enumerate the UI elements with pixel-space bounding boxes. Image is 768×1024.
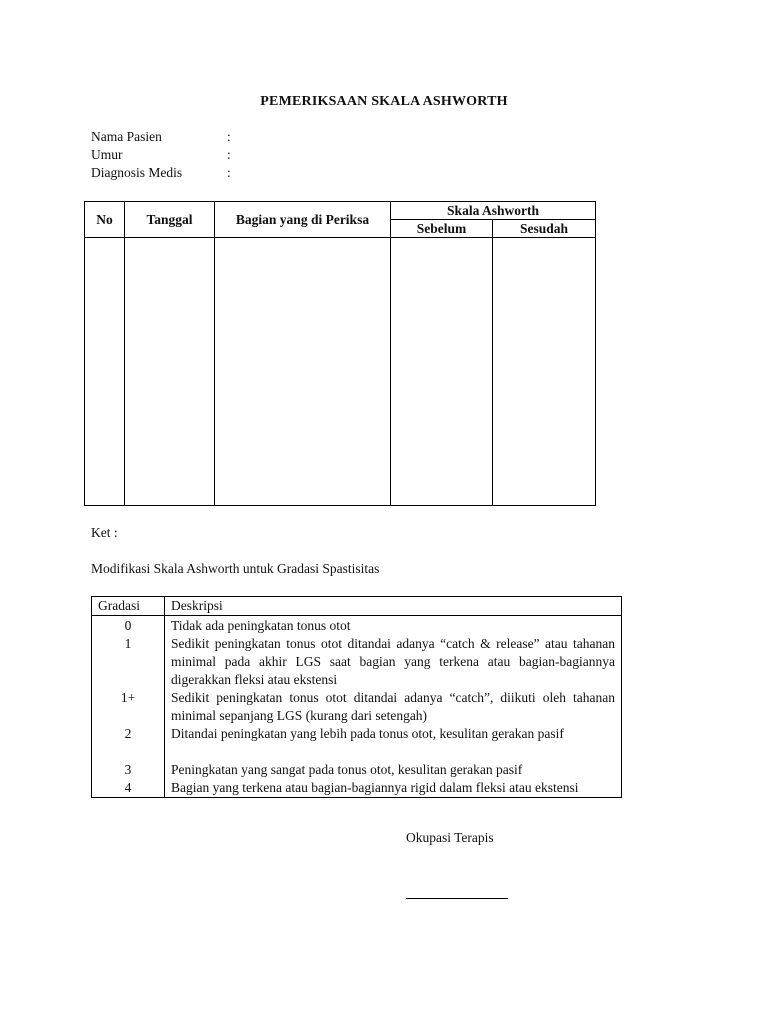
grade-value: 1: [124, 636, 132, 651]
grade-value: 4: [124, 780, 132, 795]
header-no: No: [85, 202, 125, 238]
field-label-nama-pasien: Nama Pasien: [91, 129, 162, 144]
description-column: [165, 616, 622, 798]
header-tanggal: Tanggal: [125, 202, 215, 238]
signature-line: [406, 898, 508, 899]
field-colon: :: [227, 129, 231, 144]
field-colon: :: [227, 147, 231, 162]
field-colon: :: [227, 165, 231, 180]
table-row: [85, 238, 596, 506]
header-bagian: Bagian yang di Periksa: [215, 202, 391, 238]
cell-sebelum: [391, 238, 493, 506]
header-sebelum: Sebelum: [391, 220, 493, 238]
cell-tanggal: [125, 238, 215, 506]
grade-column: [92, 616, 165, 798]
grade-table-subtitle: Modifikasi Skala Ashworth untuk Gradasi Spastisitas: [91, 561, 380, 576]
field-label-umur: Umur: [91, 147, 123, 162]
grade-value: 3: [124, 762, 132, 777]
document-title: PEMERIKSAAN SKALA ASHWORTH: [260, 94, 508, 109]
cell-sesudah: [493, 238, 596, 506]
grade-value: 0: [124, 618, 132, 633]
grade-table: [91, 596, 622, 798]
header-gradasi: [92, 597, 165, 616]
field-label-diagnosis-medis: Diagnosis Medis: [91, 165, 183, 180]
grade-description: Peningkatan yang sangat pada tonus otot, kesulitan gerakan pasif: [171, 762, 523, 777]
header-deskripsi: Deskripsi: [165, 597, 622, 616]
cell-no: [85, 238, 125, 506]
header-sesudah: Sesudah: [493, 220, 596, 238]
header-gradasi-text: Gradasi: [98, 598, 140, 613]
grade-description: Sedikit peningkatan tonus otot ditandai adanya “catch”, diikuti oleh tahanan minimal sepanjang LGS (kurang dari setengah): [171, 690, 615, 723]
grade-description: Sedikit peningkatan tonus otot ditandai adanya “catch & release” atau tahanan minimal pada akhir LGS saat bagian yang terkena atau bagian-bagiannya digerakkan fleksi atau ekstensi: [171, 636, 615, 687]
grade-description: Tidak ada peningkatan tonus otot: [171, 618, 351, 633]
grade-value: 1+: [120, 690, 136, 705]
exam-table: [84, 201, 596, 506]
grade-value: 2: [124, 726, 132, 741]
signature-label: Okupasi Terapis: [406, 830, 494, 845]
header-skala-ashworth: Skala Ashworth: [391, 202, 596, 220]
grade-description: Bagian yang terkena atau bagian-bagiannya rigid dalam fleksi atau ekstensi: [171, 780, 579, 795]
ket-label: Ket :: [91, 525, 118, 540]
cell-bagian: [215, 238, 391, 506]
grade-description: Ditandai peningkatan yang lebih pada tonus otot, kesulitan gerakan pasif: [171, 726, 564, 741]
